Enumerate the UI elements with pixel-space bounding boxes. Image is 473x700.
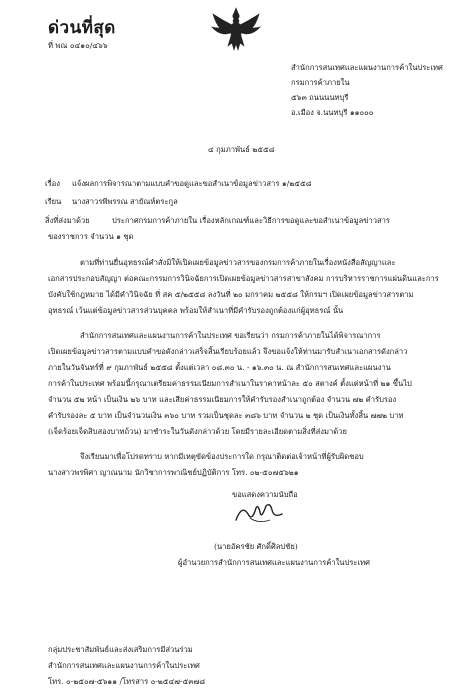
signer-position: ผู้อำนวยการสำนักการสนเทศและแผนงานการค้าในประเทศ <box>178 558 370 567</box>
body-line: จำนวน ๕๒ หน้า เป็นเงิน ๒๖ บาท และเสียค่าธรรมเนียมการให้คำรับรองสำเนาถูกต้อง จำนวน ๗๒ คำรับรอง <box>48 395 397 404</box>
org-line: ๕๖๓ ถนนนนทบุรี <box>291 93 349 102</box>
org-line: อ.เมือง จ.นนทบุรี ๑๑๐๐๐ <box>291 108 374 117</box>
to-label: เรียน <box>45 197 62 206</box>
enclosure-line: ประกาศกรมการค้าภายใน เรื่องหลักเกณฑ์และวิธีการขอดูและขอสำเนาข้อมูลข่าวสาร <box>112 216 390 225</box>
handwritten-signature-icon <box>230 500 290 530</box>
body-line: ภายในวันจันทร์ที่ ๙ กุมภาพันธ์ ๒๕๕๘ ตั้งแต่เวลา ๐๘.๓๐ น. - ๑๖.๓๐ น. ณ สำนักการสนเทศและแผนงาน <box>48 363 391 372</box>
body-line: อุทธรณ์ เว้นแต่ข้อมูลข่าวสารส่วนบุคคล พร้อมให้สำเนาที่มีคำรับรองถูกต้องแก่ผู้อุทธรณ์ นั้น <box>48 306 344 315</box>
body-line: สำนักการสนเทศและแผนงานการค้าในประเทศ ขอเรียนว่า กรมการค้าภายในได้พิจารณาการ <box>80 331 381 340</box>
body-line: การค้าในประเทศ พร้อมนี้กรุณาเตรียมค่าธรรมเนียมการสำเนาในราคาหน้าละ ๕๐ สตางค์ ตั้งแต่หน้าที่ ๒๑ ขึ้นไป <box>48 379 412 388</box>
body-line: ตามที่ท่านยื่นอุทธรณ์คำสั่งมิให้เปิดเผยข้อมูลข่าวสารของกรมการค้าภายในเรื่องหนังสือสัญญาและ <box>80 258 396 267</box>
body-line: จึงเรียนมาเพื่อโปรดทราบ หากมีเหตุขัดข้องประการใด กรุณาติดต่อเจ้าหน้าที่ผู้รับผิดชอบ <box>80 452 364 461</box>
footer-line: สำนักการสนเทศและแผนงานการค้าในประเทศ <box>48 661 200 670</box>
footer-line: กลุ่มประชาสัมพันธ์และส่งเสริมการมีส่วนร่วม <box>48 645 193 654</box>
org-line: กรมการค้าภายใน <box>291 78 350 87</box>
document-number: ที่ พณ ๐๔๑๐/๔๖๖ <box>48 41 108 50</box>
org-line: สำนักการสนเทศและแผนงานการค้าในประเทศ <box>291 63 443 72</box>
garuda-emblem-icon <box>210 6 262 56</box>
closing-text: ขอแสดงความนับถือ <box>232 490 298 499</box>
urgency-stamp: ด่วนที่สุด <box>48 18 116 38</box>
recipient-name: นางสาวรพีพรรณ สายัณห์ตระกูล <box>72 197 178 206</box>
subject-label: เรื่อง <box>45 179 60 188</box>
body-line: เอกสารประกอบสัญญา ต่อคณะกรรมการวินิจฉัยการเปิดเผยข้อมูลข่าวสารสาขาสังคม การบริหารราชการแผ่นดินและการ <box>48 274 439 283</box>
enclosure-label: สิ่งที่ส่งมาด้วย <box>45 216 90 225</box>
signer-name: (นายอัครชัย ศักดิ์ศิลปชัย) <box>214 542 298 551</box>
body-line: เปิดเผยข้อมูลข่าวสารตามแบบคำขอดังกล่าวเสร็จสิ้นเรียบร้อยแล้ว จึงขอแจ้งให้ท่านมารับสำเนาเอกสารดังกล่าว <box>48 347 408 356</box>
footer-line: โทร. ๐-๒๕๐๗-๕๖๑๑ /โทรสาร ๐-๒๕๔๗-๕๓๗๘ <box>48 677 206 686</box>
subject-text: แจ้งผลการพิจารณาตามแบบคำขอดูและขอสำเนาข้อมูลข่าวสาร ๑/๒๕๕๘ <box>72 179 312 188</box>
enclosure-line: ของราชการ จำนวน ๑ ชุด <box>48 232 134 241</box>
letter-date: ๔ กุมภาพันธ์ ๒๕๕๘ <box>208 145 275 154</box>
body-line: (เจ็ดร้อยเจ็ดสิบสองบาทถ้วน) มาชำระในวันดังกล่าวด้วย โดยมีรายละเอียดตามสิ่งที่ส่งมาด้วย <box>48 427 347 436</box>
body-line: นางสาวพรพิศา ญาณนาม นักวิชาการพาณิชย์ปฏิบัติการ โทร. ๐๒-๕๐๗๕๖๒๑ <box>48 468 299 477</box>
body-line: คำรับรองละ ๕ บาท เป็นจำนวนเงิน ๓๖๐ บาท รวมเป็นชุดละ ๓๘๖ บาท จำนวน ๒ ชุด เป็นเงินทั้งสิ้น ๗๗๒ บาท <box>48 411 404 420</box>
body-line: บังคับใช้กฎหมาย ได้มีคำวินิจฉัย ที่ สค ๕/๒๕๕๘ ลงวันที่ ๒๐ มกราคม ๒๕๕๘ ให้กรมฯ เปิดเผยข้อมูลข่าวสารตาม <box>48 290 414 299</box>
